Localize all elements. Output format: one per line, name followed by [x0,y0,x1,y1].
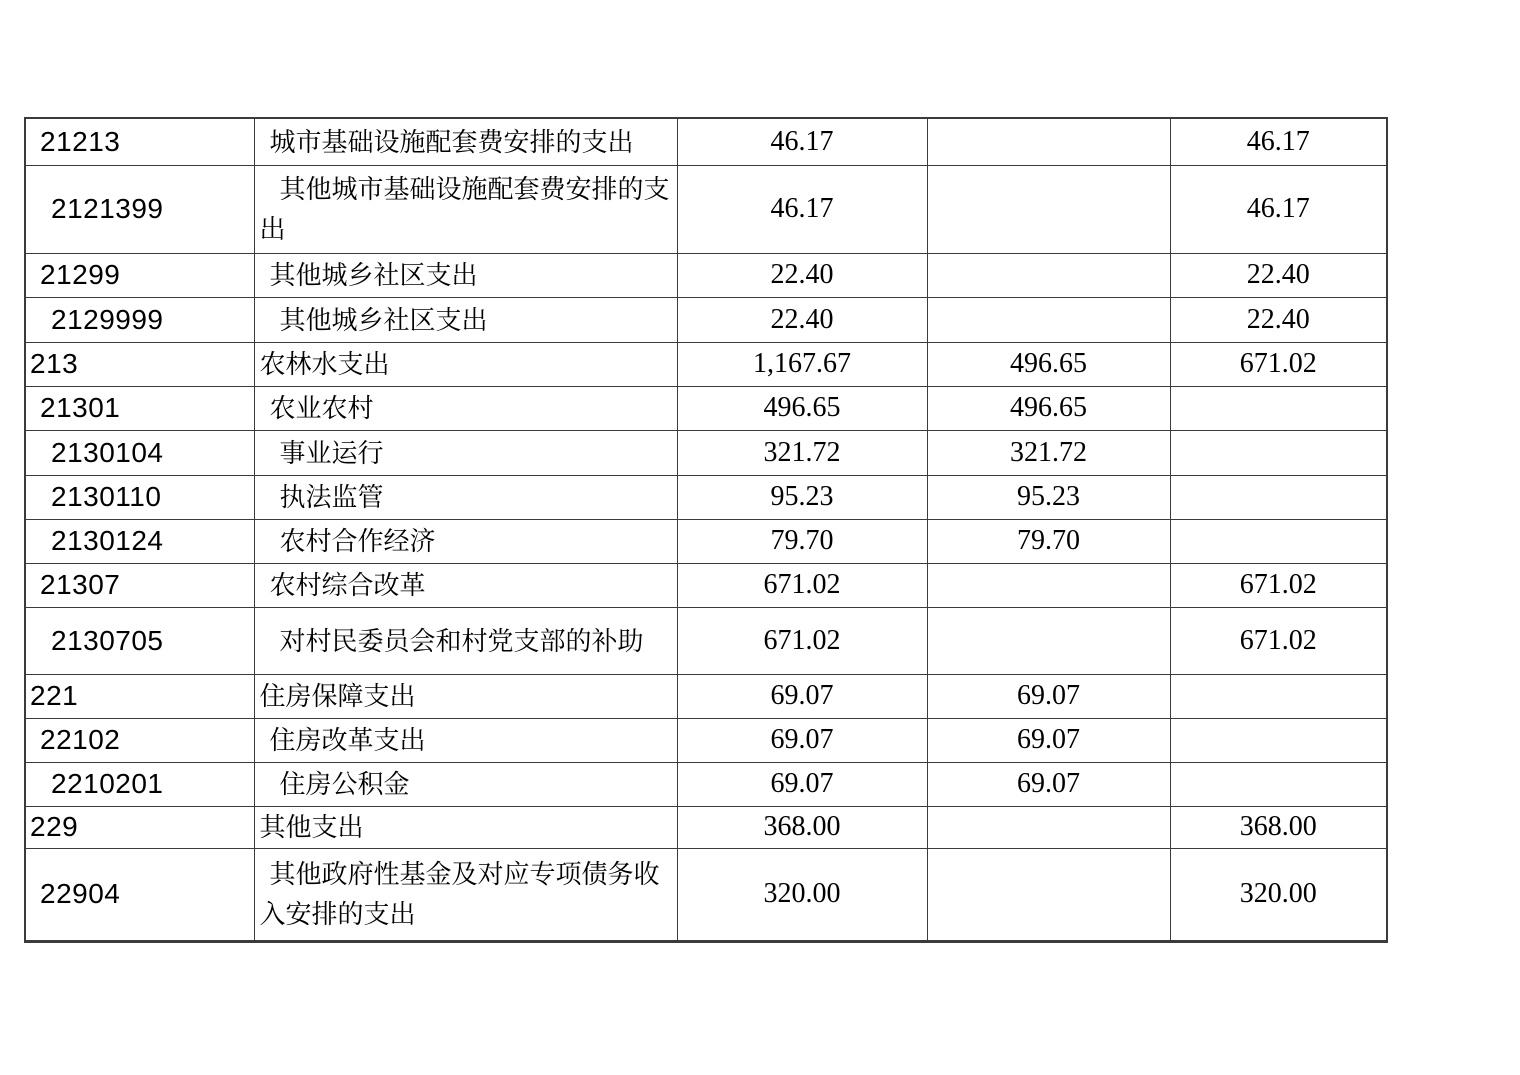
table-row [25,563,1387,607]
amount-col1-cell: 671.02 [677,563,927,607]
item-name-cell: 其他城乡社区支出 [254,297,677,342]
amount-col1-cell: 95.23 [677,475,927,519]
item-name-cell: 对村民委员会和村党支部的补助 [254,607,677,674]
table-row [25,118,1387,165]
amount-col3-cell: 671.02 [1170,563,1387,607]
table-row [25,386,1387,430]
item-name-cell: 农林水支出 [254,342,677,386]
budget-code-cell: 2121399 [25,165,254,253]
amount-col1-cell: 22.40 [677,297,927,342]
budget-code-cell: 21299 [25,253,254,297]
amount-col2-cell: 79.70 [927,519,1170,563]
amount-col3-cell [1170,762,1387,806]
budget-code-cell: 22904 [25,848,254,941]
budget-table-body [25,118,1387,941]
table-row [25,718,1387,762]
table-row [25,430,1387,475]
budget-table [24,117,1388,943]
amount-col2-cell: 321.72 [927,430,1170,475]
item-name-cell: 其他城市基础设施配套费安排的支出 [254,165,677,253]
amount-col1-cell: 671.02 [677,607,927,674]
item-name-cell: 城市基础设施配套费安排的支出 [254,118,677,165]
budget-code-cell: 221 [25,674,254,718]
item-name-cell: 其他政府性基金及对应专项债务收入安排的支出 [254,848,677,941]
item-name-cell: 其他支出 [254,806,677,848]
amount-col1-cell: 496.65 [677,386,927,430]
table-row [25,674,1387,718]
amount-col3-cell [1170,519,1387,563]
amount-col1-cell: 368.00 [677,806,927,848]
amount-col2-cell: 95.23 [927,475,1170,519]
budget-code-cell: 22102 [25,718,254,762]
amount-col3-cell [1170,674,1387,718]
table-row [25,519,1387,563]
amount-col3-cell [1170,386,1387,430]
amount-col1-cell: 321.72 [677,430,927,475]
table-row [25,607,1387,674]
amount-col3-cell [1170,718,1387,762]
item-name-cell: 其他城乡社区支出 [254,253,677,297]
amount-col1-cell: 22.40 [677,253,927,297]
budget-code-cell: 2129999 [25,297,254,342]
item-name-cell: 住房保障支出 [254,674,677,718]
table-row [25,806,1387,848]
item-name-cell: 农村综合改革 [254,563,677,607]
amount-col2-cell [927,563,1170,607]
table-row [25,342,1387,386]
item-name-cell: 住房改革支出 [254,718,677,762]
budget-code-cell: 2130110 [25,475,254,519]
amount-col1-cell: 46.17 [677,118,927,165]
item-name-cell: 农业农村 [254,386,677,430]
budget-code-cell: 2210201 [25,762,254,806]
amount-col2-cell [927,253,1170,297]
budget-code-cell: 213 [25,342,254,386]
amount-col2-cell [927,297,1170,342]
amount-col1-cell: 79.70 [677,519,927,563]
amount-col1-cell: 1,167.67 [677,342,927,386]
table-row [25,165,1387,253]
item-name-cell: 事业运行 [254,430,677,475]
budget-code-cell: 21213 [25,118,254,165]
amount-col2-cell: 69.07 [927,718,1170,762]
amount-col2-cell: 496.65 [927,342,1170,386]
amount-col3-cell: 671.02 [1170,607,1387,674]
table-row [25,297,1387,342]
amount-col3-cell: 671.02 [1170,342,1387,386]
item-name-cell: 农村合作经济 [254,519,677,563]
table-row [25,848,1387,941]
amount-col2-cell [927,607,1170,674]
amount-col3-cell: 320.00 [1170,848,1387,941]
amount-col1-cell: 69.07 [677,674,927,718]
amount-col2-cell [927,806,1170,848]
amount-col1-cell: 46.17 [677,165,927,253]
budget-code-cell: 229 [25,806,254,848]
amount-col3-cell [1170,430,1387,475]
amount-col2-cell: 69.07 [927,762,1170,806]
amount-col2-cell: 69.07 [927,674,1170,718]
amount-col2-cell [927,118,1170,165]
budget-code-cell: 2130124 [25,519,254,563]
amount-col2-cell [927,848,1170,941]
budget-code-cell: 21301 [25,386,254,430]
budget-code-cell: 21307 [25,563,254,607]
amount-col3-cell: 368.00 [1170,806,1387,848]
amount-col3-cell [1170,475,1387,519]
amount-col2-cell: 496.65 [927,386,1170,430]
amount-col2-cell [927,165,1170,253]
table-row [25,762,1387,806]
amount-col1-cell: 69.07 [677,718,927,762]
amount-col3-cell: 46.17 [1170,165,1387,253]
amount-col1-cell: 69.07 [677,762,927,806]
table-row [25,253,1387,297]
item-name-cell: 执法监管 [254,475,677,519]
budget-code-cell: 2130705 [25,607,254,674]
amount-col1-cell: 320.00 [677,848,927,941]
amount-col3-cell: 46.17 [1170,118,1387,165]
amount-col3-cell: 22.40 [1170,297,1387,342]
budget-code-cell: 2130104 [25,430,254,475]
table-row [25,475,1387,519]
amount-col3-cell: 22.40 [1170,253,1387,297]
item-name-cell: 住房公积金 [254,762,677,806]
